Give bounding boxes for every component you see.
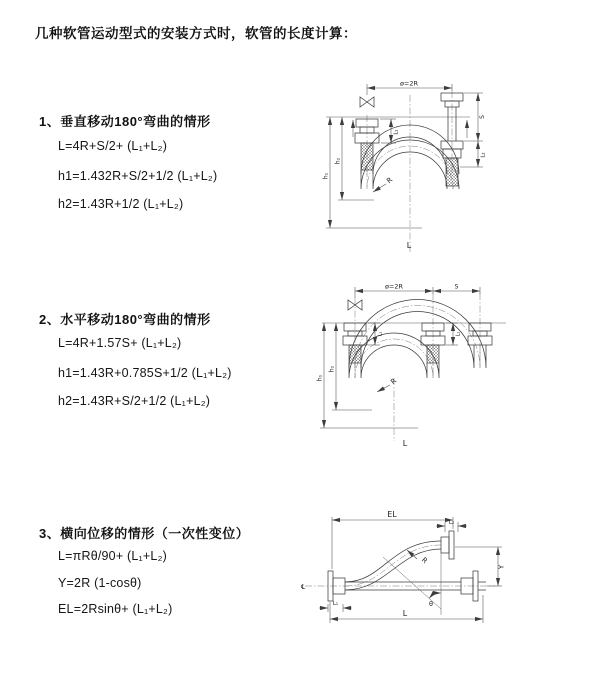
diagram-horizontal-180-bend — [310, 278, 540, 448]
dim-label-l2: L₂ — [455, 331, 462, 337]
dim-label-span: ø=2R — [384, 282, 404, 291]
dim-label-el: EL — [387, 510, 397, 519]
dim-label-theta: θ — [429, 600, 433, 608]
dimension-lines — [326, 84, 483, 228]
centerlines — [305, 545, 495, 586]
formula-line: h2=1.43R+1/2 (L₁+L₂) — [58, 197, 184, 211]
dim-label-l2: L₂ — [448, 520, 455, 526]
document-title: 几种软管运动型式的安装方式时，软管的长度计算： — [35, 26, 357, 41]
dim-label-s: S — [479, 115, 486, 119]
dim-label-span: ø=2R — [399, 79, 419, 88]
centerline-symbol: ℄ — [301, 583, 306, 591]
dim-label-y: Y — [497, 564, 506, 570]
valve-icon — [360, 97, 374, 107]
dim-label-l1: L₁ — [332, 601, 339, 607]
section-3-heading: 3、横向位移的情形（一次性变位） — [39, 526, 250, 541]
dim-label-l1: L₁ — [393, 129, 400, 135]
dim-label-l2: L₂ — [480, 152, 487, 158]
dim-label-r: R — [385, 175, 395, 186]
diagram-labels — [317, 283, 462, 449]
diagram-vertical-180-bend — [310, 75, 540, 260]
formula-line: h1=1.43R+0.785S+1/2 (L₁+L₂) — [58, 366, 232, 380]
formula-line: EL=2Rsinθ+ (L₁+L₂) — [58, 602, 173, 616]
dim-label-r: R — [389, 376, 399, 387]
dim-label-h1: h₁ — [316, 374, 324, 382]
dim-label-l: L — [402, 609, 408, 618]
diagram-lateral-displacement — [295, 505, 595, 650]
dimension-lines — [319, 517, 502, 623]
hose-bend-curves — [349, 300, 486, 379]
dim-label-l1: L₁ — [377, 331, 384, 337]
dim-label-h2: h₂ — [328, 365, 336, 373]
formula-line: L=4R+S/2+ (L₁+L₂) — [58, 139, 168, 153]
dim-label-l: L — [406, 241, 412, 250]
formula-line: L=πRθ/90+ (L₁+L₂) — [58, 549, 168, 563]
section-1-heading: 1、垂直移动180°弯曲的情形 — [39, 114, 211, 129]
formula-line: L=4R+1.57S+ (L₁+L₂) — [58, 336, 182, 350]
formula-line: h2=1.43R+S/2+1/2 (L₁+L₂) — [58, 394, 211, 408]
diagram-labels — [301, 510, 506, 618]
dim-label-h1: h₁ — [322, 172, 330, 180]
formula-line: Y=2R (1-cosθ) — [58, 576, 142, 590]
dim-label-s: S — [454, 283, 459, 291]
flanges — [328, 531, 486, 601]
formula-line: h1=1.432R+S/2+1/2 (L₁+L₂) — [58, 169, 218, 183]
dim-label-r: R — [419, 555, 429, 566]
centerlines — [367, 91, 453, 253]
diagram-labels — [323, 80, 487, 251]
section-2-heading: 2、水平移动180°弯曲的情形 — [39, 312, 211, 327]
dim-label-h2: h₂ — [334, 157, 342, 165]
hose-curves — [345, 541, 461, 590]
dim-label-l: L — [402, 439, 408, 448]
